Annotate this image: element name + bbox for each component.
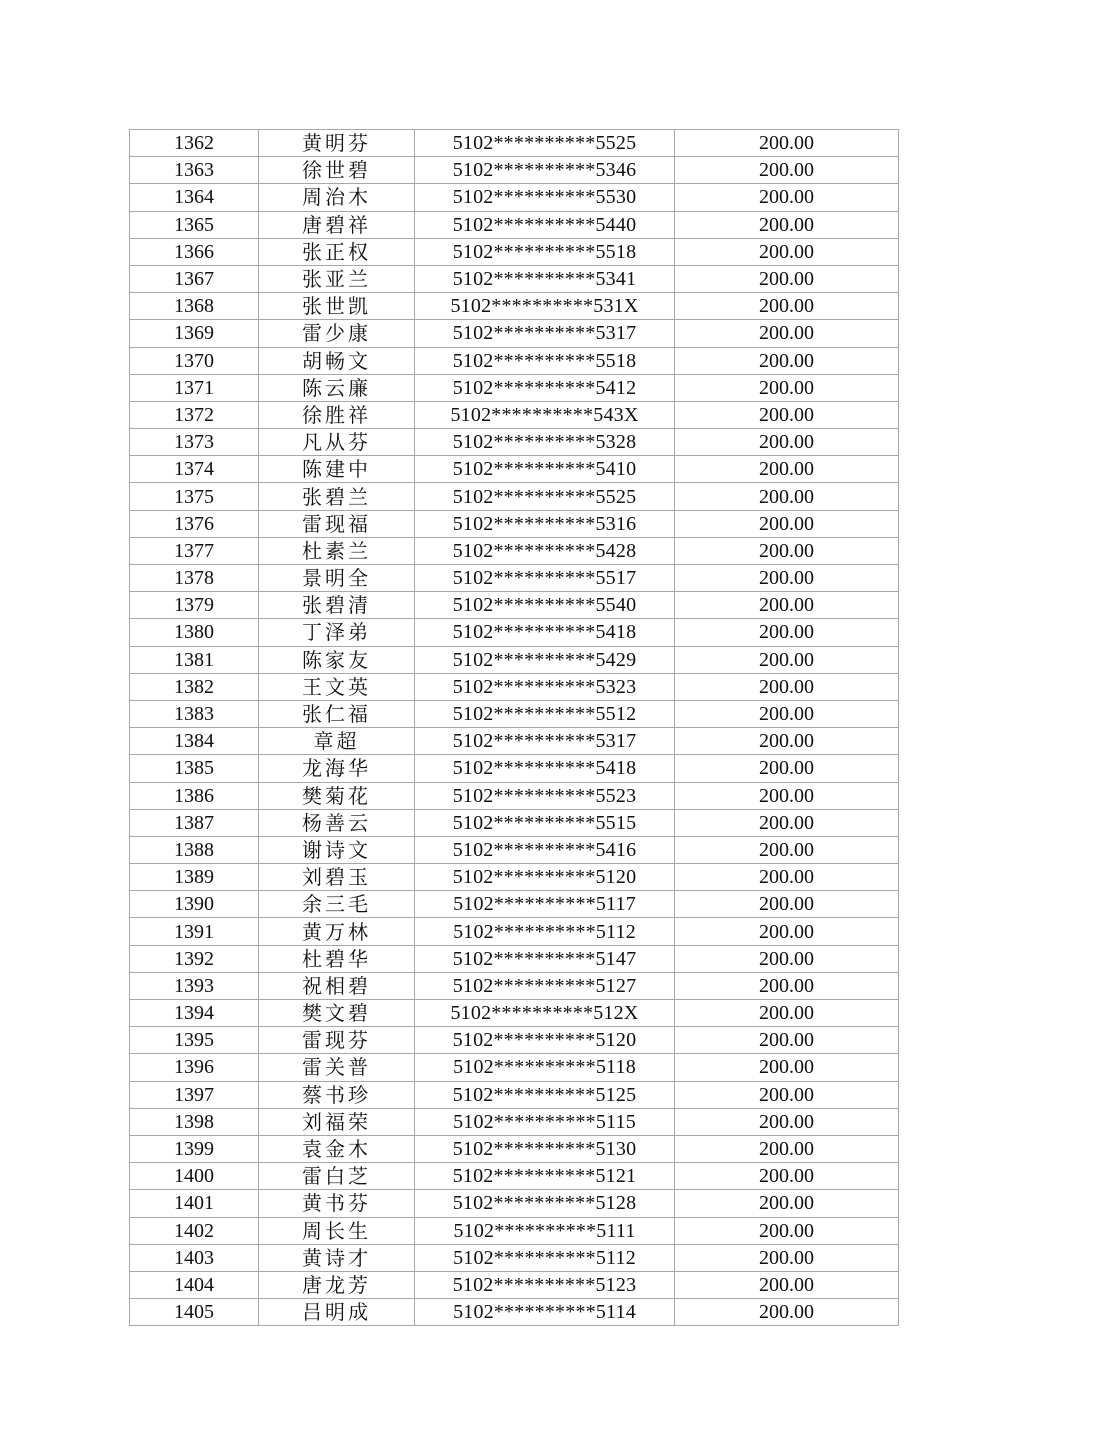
row-number-cell: 1398: [130, 1108, 259, 1135]
person-name-cell: 凡从芬: [259, 429, 415, 456]
amount-cell: 200.00: [675, 483, 899, 510]
id-number-cell: 5102**********5127: [415, 972, 675, 999]
row-number-cell: 1403: [130, 1244, 259, 1271]
amount-cell: 200.00: [675, 1271, 899, 1298]
person-name-cell: 陈云廉: [259, 374, 415, 401]
person-name-cell: 张仁福: [259, 700, 415, 727]
id-number-cell: 5102**********5540: [415, 592, 675, 619]
row-number-cell: 1377: [130, 537, 259, 564]
person-name-cell: 刘碧玉: [259, 864, 415, 891]
id-number-cell: 5102**********5112: [415, 918, 675, 945]
row-number-cell: 1363: [130, 157, 259, 184]
row-number-cell: 1379: [130, 592, 259, 619]
table-row: [130, 755, 899, 782]
table-row: [130, 510, 899, 537]
id-number-cell: 5102**********5111: [415, 1217, 675, 1244]
id-number-cell: 5102**********5121: [415, 1163, 675, 1190]
table-row: [130, 157, 899, 184]
row-number-cell: 1365: [130, 211, 259, 238]
amount-cell: 200.00: [675, 374, 899, 401]
amount-cell: 200.00: [675, 320, 899, 347]
person-name-cell: 徐胜祥: [259, 401, 415, 428]
id-number-cell: 5102**********5525: [415, 130, 675, 157]
row-number-cell: 1376: [130, 510, 259, 537]
id-number-cell: 5102**********5518: [415, 347, 675, 374]
person-name-cell: 张世凯: [259, 293, 415, 320]
person-name-cell: 雷现福: [259, 510, 415, 537]
amount-cell: 200.00: [675, 945, 899, 972]
amount-cell: 200.00: [675, 755, 899, 782]
amount-cell: 200.00: [675, 1000, 899, 1027]
person-name-cell: 杜素兰: [259, 537, 415, 564]
table-row: [130, 673, 899, 700]
id-number-cell: 5102**********5416: [415, 836, 675, 863]
table-row: [130, 401, 899, 428]
id-number-cell: 5102**********5530: [415, 184, 675, 211]
row-number-cell: 1404: [130, 1271, 259, 1298]
id-number-cell: 5102**********5428: [415, 537, 675, 564]
amount-cell: 200.00: [675, 1244, 899, 1271]
person-name-cell: 黄明芬: [259, 130, 415, 157]
table-row: [130, 1108, 899, 1135]
id-number-cell: 5102**********5517: [415, 565, 675, 592]
id-number-cell: 5102**********531X: [415, 293, 675, 320]
person-name-cell: 王文英: [259, 673, 415, 700]
table-row: [130, 374, 899, 401]
table-row: [130, 130, 899, 157]
table-row: [130, 728, 899, 755]
amount-cell: 200.00: [675, 130, 899, 157]
amount-cell: 200.00: [675, 1027, 899, 1054]
person-name-cell: 陈家友: [259, 646, 415, 673]
table-row: [130, 592, 899, 619]
amount-cell: 200.00: [675, 184, 899, 211]
amount-cell: 200.00: [675, 211, 899, 238]
row-number-cell: 1380: [130, 619, 259, 646]
row-number-cell: 1394: [130, 1000, 259, 1027]
person-name-cell: 景明全: [259, 565, 415, 592]
id-number-cell: 5102**********5317: [415, 728, 675, 755]
amount-cell: 200.00: [675, 1054, 899, 1081]
table-row: [130, 347, 899, 374]
person-name-cell: 徐世碧: [259, 157, 415, 184]
id-number-cell: 5102**********5120: [415, 1027, 675, 1054]
row-number-cell: 1371: [130, 374, 259, 401]
table-row: [130, 537, 899, 564]
row-number-cell: 1374: [130, 456, 259, 483]
id-number-cell: 5102**********5147: [415, 945, 675, 972]
table-row: [130, 646, 899, 673]
person-name-cell: 龙海华: [259, 755, 415, 782]
id-number-cell: 5102**********5410: [415, 456, 675, 483]
row-number-cell: 1388: [130, 836, 259, 863]
amount-cell: 200.00: [675, 537, 899, 564]
amount-cell: 200.00: [675, 347, 899, 374]
row-number-cell: 1367: [130, 265, 259, 292]
id-number-cell: 5102**********543X: [415, 401, 675, 428]
table-row: [130, 456, 899, 483]
row-number-cell: 1370: [130, 347, 259, 374]
amount-cell: 200.00: [675, 157, 899, 184]
row-number-cell: 1396: [130, 1054, 259, 1081]
table-row: [130, 700, 899, 727]
table-row: [130, 1054, 899, 1081]
row-number-cell: 1387: [130, 809, 259, 836]
person-name-cell: 陈建中: [259, 456, 415, 483]
table-row: [130, 293, 899, 320]
person-name-cell: 张亚兰: [259, 265, 415, 292]
row-number-cell: 1362: [130, 130, 259, 157]
row-number-cell: 1400: [130, 1163, 259, 1190]
table-row: [130, 1190, 899, 1217]
row-number-cell: 1401: [130, 1190, 259, 1217]
id-number-cell: 5102**********5117: [415, 891, 675, 918]
id-number-cell: 5102**********5112: [415, 1244, 675, 1271]
amount-cell: 200.00: [675, 619, 899, 646]
person-name-cell: 余三毛: [259, 891, 415, 918]
id-number-cell: 5102**********5512: [415, 700, 675, 727]
row-number-cell: 1383: [130, 700, 259, 727]
table-row: [130, 891, 899, 918]
row-number-cell: 1369: [130, 320, 259, 347]
id-number-cell: 5102**********5429: [415, 646, 675, 673]
amount-cell: 200.00: [675, 809, 899, 836]
amount-cell: 200.00: [675, 1299, 899, 1326]
table-row: [130, 1027, 899, 1054]
table-row: [130, 1217, 899, 1244]
table-row: [130, 864, 899, 891]
amount-cell: 200.00: [675, 565, 899, 592]
id-number-cell: 5102**********5317: [415, 320, 675, 347]
row-number-cell: 1375: [130, 483, 259, 510]
person-name-cell: 樊文碧: [259, 1000, 415, 1027]
table-row: [130, 184, 899, 211]
id-number-cell: 5102**********5128: [415, 1190, 675, 1217]
person-name-cell: 吕明成: [259, 1299, 415, 1326]
id-number-cell: 5102**********5418: [415, 755, 675, 782]
row-number-cell: 1386: [130, 782, 259, 809]
person-name-cell: 丁泽弟: [259, 619, 415, 646]
id-number-cell: 5102**********5123: [415, 1271, 675, 1298]
person-name-cell: 樊菊花: [259, 782, 415, 809]
person-name-cell: 袁金木: [259, 1135, 415, 1162]
person-name-cell: 雷白芝: [259, 1163, 415, 1190]
amount-cell: 200.00: [675, 782, 899, 809]
table-row: [130, 265, 899, 292]
roster-table-body: [130, 130, 899, 1326]
amount-cell: 200.00: [675, 1081, 899, 1108]
amount-cell: 200.00: [675, 700, 899, 727]
table-row: [130, 238, 899, 265]
row-number-cell: 1366: [130, 238, 259, 265]
amount-cell: 200.00: [675, 836, 899, 863]
person-name-cell: 黄万林: [259, 918, 415, 945]
person-name-cell: 黄书芬: [259, 1190, 415, 1217]
id-number-cell: 5102**********5518: [415, 238, 675, 265]
id-number-cell: 5102**********5115: [415, 1108, 675, 1135]
amount-cell: 200.00: [675, 238, 899, 265]
amount-cell: 200.00: [675, 429, 899, 456]
row-number-cell: 1368: [130, 293, 259, 320]
person-name-cell: 章超: [259, 728, 415, 755]
roster-table: [129, 129, 899, 1326]
id-number-cell: 5102**********5118: [415, 1054, 675, 1081]
table-row: [130, 945, 899, 972]
amount-cell: 200.00: [675, 265, 899, 292]
amount-cell: 200.00: [675, 1135, 899, 1162]
row-number-cell: 1382: [130, 673, 259, 700]
amount-cell: 200.00: [675, 864, 899, 891]
id-number-cell: 5102**********5418: [415, 619, 675, 646]
amount-cell: 200.00: [675, 456, 899, 483]
person-name-cell: 雷少康: [259, 320, 415, 347]
row-number-cell: 1395: [130, 1027, 259, 1054]
person-name-cell: 张正权: [259, 238, 415, 265]
table-row: [130, 972, 899, 999]
row-number-cell: 1378: [130, 565, 259, 592]
amount-cell: 200.00: [675, 728, 899, 755]
amount-cell: 200.00: [675, 646, 899, 673]
id-number-cell: 5102**********512X: [415, 1000, 675, 1027]
person-name-cell: 张碧兰: [259, 483, 415, 510]
amount-cell: 200.00: [675, 592, 899, 619]
table-row: [130, 1081, 899, 1108]
row-number-cell: 1392: [130, 945, 259, 972]
amount-cell: 200.00: [675, 891, 899, 918]
person-name-cell: 杜碧华: [259, 945, 415, 972]
person-name-cell: 黄诗才: [259, 1244, 415, 1271]
table-row: [130, 1299, 899, 1326]
table-row: [130, 918, 899, 945]
id-number-cell: 5102**********5341: [415, 265, 675, 292]
person-name-cell: 杨善云: [259, 809, 415, 836]
row-number-cell: 1405: [130, 1299, 259, 1326]
person-name-cell: 张碧清: [259, 592, 415, 619]
row-number-cell: 1364: [130, 184, 259, 211]
id-number-cell: 5102**********5515: [415, 809, 675, 836]
table-row: [130, 211, 899, 238]
amount-cell: 200.00: [675, 510, 899, 537]
person-name-cell: 蔡书珍: [259, 1081, 415, 1108]
table-row: [130, 1271, 899, 1298]
row-number-cell: 1393: [130, 972, 259, 999]
id-number-cell: 5102**********5525: [415, 483, 675, 510]
person-name-cell: 雷关普: [259, 1054, 415, 1081]
person-name-cell: 唐龙芳: [259, 1271, 415, 1298]
person-name-cell: 祝相碧: [259, 972, 415, 999]
amount-cell: 200.00: [675, 918, 899, 945]
table-row: [130, 483, 899, 510]
id-number-cell: 5102**********5346: [415, 157, 675, 184]
table-row: [130, 836, 899, 863]
amount-cell: 200.00: [675, 1217, 899, 1244]
person-name-cell: 周治木: [259, 184, 415, 211]
table-row: [130, 565, 899, 592]
row-number-cell: 1402: [130, 1217, 259, 1244]
row-number-cell: 1399: [130, 1135, 259, 1162]
id-number-cell: 5102**********5328: [415, 429, 675, 456]
id-number-cell: 5102**********5120: [415, 864, 675, 891]
table-row: [130, 782, 899, 809]
person-name-cell: 刘福荣: [259, 1108, 415, 1135]
row-number-cell: 1381: [130, 646, 259, 673]
row-number-cell: 1373: [130, 429, 259, 456]
id-number-cell: 5102**********5114: [415, 1299, 675, 1326]
id-number-cell: 5102**********5316: [415, 510, 675, 537]
id-number-cell: 5102**********5130: [415, 1135, 675, 1162]
amount-cell: 200.00: [675, 1190, 899, 1217]
row-number-cell: 1389: [130, 864, 259, 891]
person-name-cell: 胡畅文: [259, 347, 415, 374]
table-row: [130, 809, 899, 836]
table-row: [130, 619, 899, 646]
id-number-cell: 5102**********5523: [415, 782, 675, 809]
row-number-cell: 1385: [130, 755, 259, 782]
table-row: [130, 1244, 899, 1271]
amount-cell: 200.00: [675, 1163, 899, 1190]
amount-cell: 200.00: [675, 1108, 899, 1135]
id-number-cell: 5102**********5440: [415, 211, 675, 238]
row-number-cell: 1397: [130, 1081, 259, 1108]
row-number-cell: 1390: [130, 891, 259, 918]
id-number-cell: 5102**********5125: [415, 1081, 675, 1108]
amount-cell: 200.00: [675, 293, 899, 320]
amount-cell: 200.00: [675, 673, 899, 700]
person-name-cell: 周长生: [259, 1217, 415, 1244]
person-name-cell: 谢诗文: [259, 836, 415, 863]
row-number-cell: 1391: [130, 918, 259, 945]
person-name-cell: 唐碧祥: [259, 211, 415, 238]
table-row: [130, 1163, 899, 1190]
row-number-cell: 1372: [130, 401, 259, 428]
row-number-cell: 1384: [130, 728, 259, 755]
person-name-cell: 雷现芬: [259, 1027, 415, 1054]
amount-cell: 200.00: [675, 401, 899, 428]
table-row: [130, 1135, 899, 1162]
amount-cell: 200.00: [675, 972, 899, 999]
table-row: [130, 320, 899, 347]
table-row: [130, 429, 899, 456]
id-number-cell: 5102**********5412: [415, 374, 675, 401]
id-number-cell: 5102**********5323: [415, 673, 675, 700]
table-row: [130, 1000, 899, 1027]
